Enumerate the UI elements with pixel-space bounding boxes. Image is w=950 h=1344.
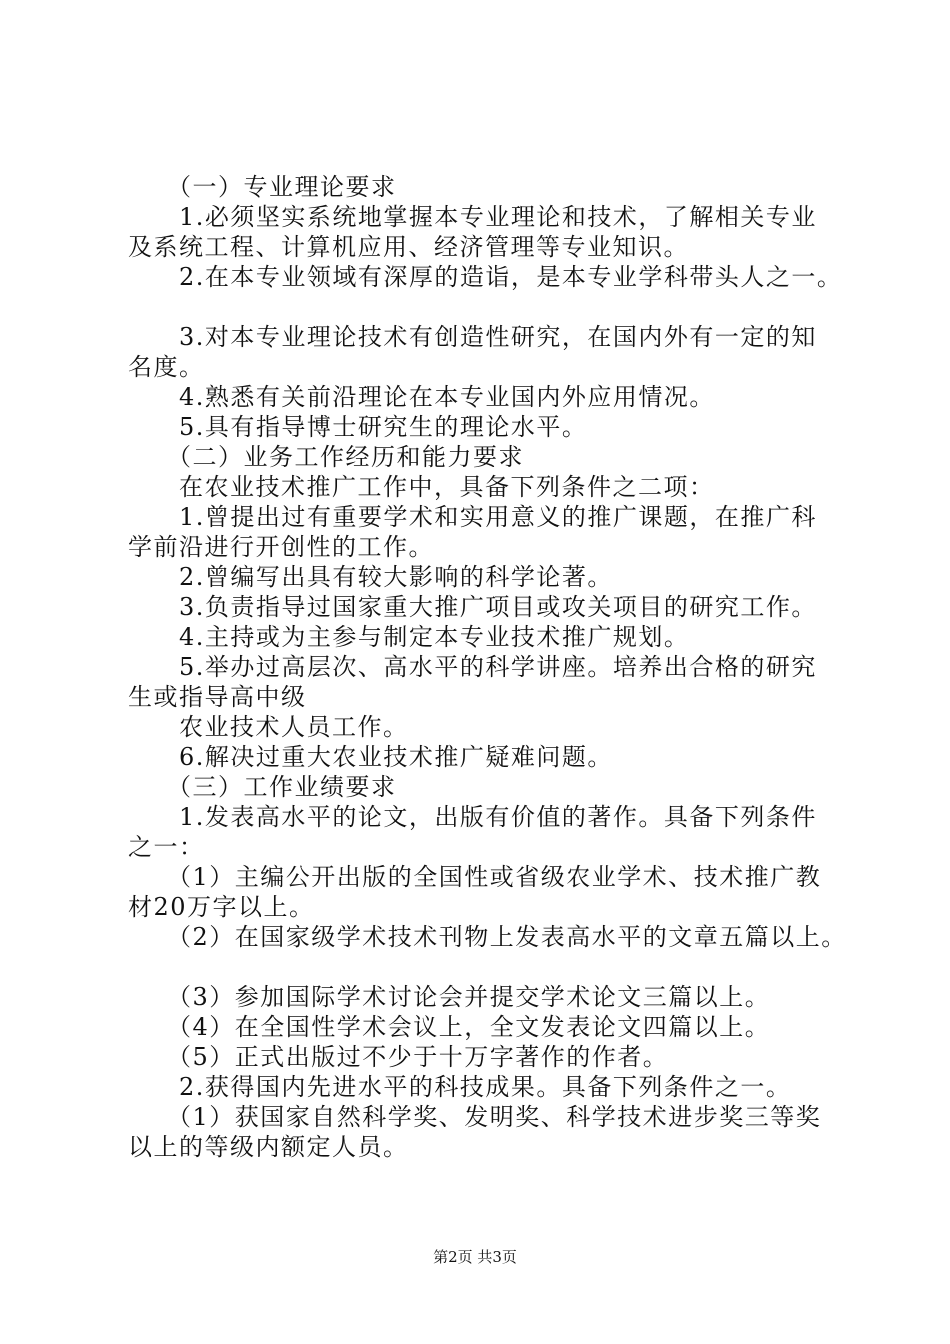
paragraph-line: （3）参加国际学术讨论会并提交学术论文三篇以上。 <box>128 983 771 1011</box>
paragraph-line: 4.主持或为主参与制定本专业技术推广规划。 <box>128 623 690 651</box>
paragraph-line: 学前沿进行开创性的工作。 <box>128 533 434 561</box>
paragraph-line: 1.必须坚实系统地掌握本专业理论和技术，了解相关专业 <box>128 203 817 231</box>
paragraph-line: （1）主编公开出版的全国性或省级农业学术、技术推广教 <box>128 863 822 891</box>
paragraph-line: 生或指导高中级 <box>128 683 307 711</box>
paragraph-line: 5.具有指导博士研究生的理论水平。 <box>128 413 588 441</box>
paragraph-line: 2.曾编写出具有较大影响的科学论著。 <box>128 563 613 591</box>
section-heading-2: （二）业务工作经历和能力要求 <box>128 443 524 471</box>
paragraph-line: 3.对本专业理论技术有创造性研究，在国内外有一定的知 <box>128 323 817 351</box>
blank-line <box>128 292 838 322</box>
paragraph-line: 2.获得国内先进水平的科技成果。具备下列条件之一。 <box>128 1073 792 1101</box>
section-heading-1: （一）专业理论要求 <box>128 173 397 201</box>
paragraph-line: 6.解决过重大农业技术推广疑难问题。 <box>128 743 613 771</box>
section-heading-3: （三）工作业绩要求 <box>128 773 397 801</box>
paragraph-line: 2.在本专业领域有深厚的造诣，是本专业学科带头人之一。 <box>128 263 843 291</box>
paragraph-line: 3.负责指导过国家重大推广项目或攻关项目的研究工作。 <box>128 593 817 621</box>
blank-line <box>128 952 838 982</box>
paragraph-line: 及系统工程、计算机应用、经济管理等专业知识。 <box>128 233 689 261</box>
paragraph-line: （5）正式出版过不少于十万字著作的作者。 <box>128 1043 669 1071</box>
paragraph-line: 1.曾提出过有重要学术和实用意义的推广课题，在推广科 <box>128 503 817 531</box>
paragraph-line: 名度。 <box>128 353 205 381</box>
paragraph-line: 农业技术人员工作。 <box>128 713 409 741</box>
paragraph-line: 材20万字以上。 <box>128 893 315 921</box>
paragraph-line: 5.举办过高层次、高水平的科学讲座。培养出合格的研究 <box>128 653 817 681</box>
paragraph-line: 之一： <box>128 833 205 861</box>
paragraph-line: （2）在国家级学术技术刊物上发表高水平的文章五篇以上。 <box>128 923 847 951</box>
paragraph-line: 在农业技术推广工作中，具备下列条件之二项： <box>128 473 715 501</box>
paragraph-line: （4）在全国性学术会议上，全文发表论文四篇以上。 <box>128 1013 771 1041</box>
paragraph-line: 4.熟悉有关前沿理论在本专业国内外应用情况。 <box>128 383 715 411</box>
paragraph-line: （1）获国家自然科学奖、发明奖、科学技术进步奖三等奖 <box>128 1103 822 1131</box>
paragraph-line: 1.发表高水平的论文，出版有价值的著作。具备下列条件 <box>128 803 817 831</box>
paragraph-line: 以上的等级内额定人员。 <box>128 1133 409 1161</box>
page-number-footer: 第2页 共3页 <box>433 1248 517 1266</box>
document-body <box>128 172 847 1162</box>
